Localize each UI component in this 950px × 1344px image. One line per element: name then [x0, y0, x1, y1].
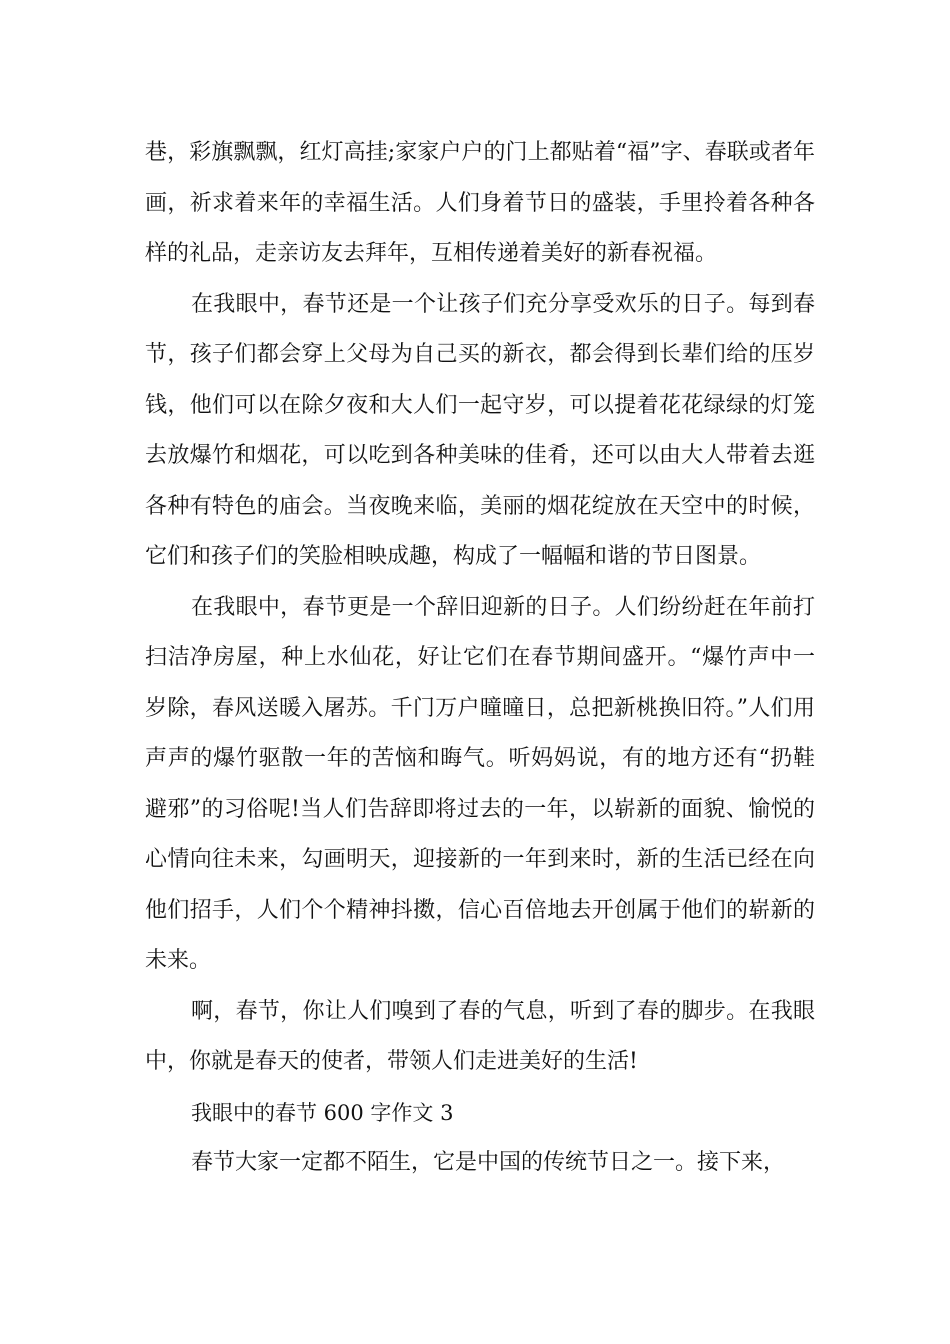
- paragraph-conclusion: 啊，春节，你让人们嗅到了春的气息，听到了春的脚步。在我眼中，你就是春天的使者，带领人们走进美好的生活!: [145, 998, 815, 1074]
- paragraph-new-year: 在我眼中，春节更是一个辞旧迎新的日子。人们纷纷赶在年前打扫洁净房屋，种上水仙花，好让它们在春节期间盛开。“爆竹声中一岁除，春风送暖入屠苏。千门万户曈曈日，总把新桃换旧符。”人们用声声的爆竹驱散一年的苦恼和晦气。听妈妈说，有的地方还有“扔鞋避邪”的习俗呢!当人们告辞即将过去的一年，以崭新的面貌、愉悦的心情向往未来，勾画明天，迎接新的一年到来时，新的生活已经在向他们招手，人们个个精神抖擞，信心百倍地去开创属于他们的崭新的未来。: [145, 594, 815, 973]
- paragraph-continuation: 巷，彩旗飘飘，红灯高挂;家家户户的门上都贴着“福”字、春联或者年画，祈求着来年的幸福生活。人们身着节日的盛装，手里拎着各种各样的礼品，走亲访友去拜年，互相传递着美好的新春祝福。: [145, 140, 815, 266]
- essay-title-3: 我眼中的春节 600 字作文 3: [191, 1100, 454, 1125]
- essay-body: [145, 128, 815, 1189]
- paragraph-children-joy: 在我眼中，春节还是一个让孩子们充分享受欢乐的日子。每到春节，孩子们都会穿上父母为自己买的新衣，都会得到长辈们给的压岁钱，他们可以在除夕夜和大人们一起守岁，可以提着花花绿绿的灯笼去放爆竹和烟花，可以吃到各种美味的佳肴，还可以由大人带着去逛各种有特色的庙会。当夜晚来临，美丽的烟花绽放在天空中的时候，它们和孩子们的笑脸相映成趣，构成了一幅幅和谐的节日图景。: [145, 291, 815, 569]
- paragraph-essay-3-intro: 春节大家一定都不陌生，它是中国的传统节日之一。接下来，: [191, 1150, 786, 1175]
